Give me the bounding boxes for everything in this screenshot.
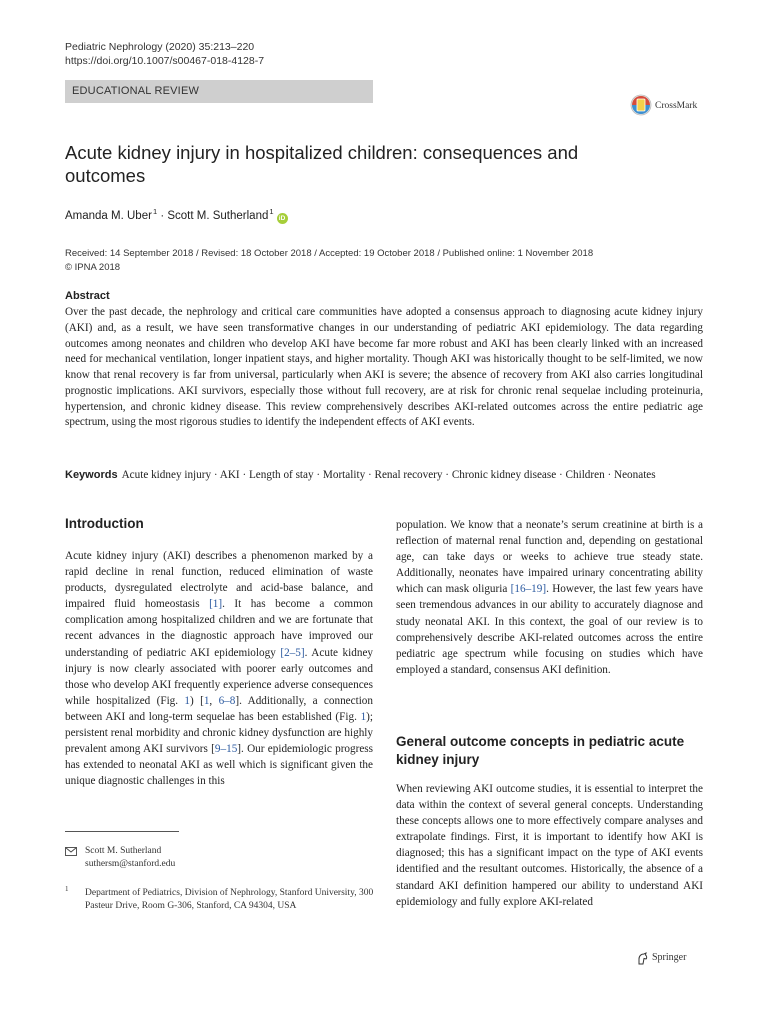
corresponding-author-name: Scott M. Sutherland — [85, 846, 162, 856]
figure-link[interactable]: 1 — [360, 710, 367, 723]
introduction-paragraph: Acute kidney injury (AKI) describes a phenomenon marked by a rapid decline in renal function, reduced elimination of waste products, dysregulated electrolyte and acid-base balance, and impaired fluid homeostasis [1]. It has become a common complication among hospitalized children and we are fortunate that recent advances in the diagnostic approach have improved our understanding of pediatric AKI epidemiology [2–5]. Acute kidney injury is now clearly associated with poorer early outcomes and those who develop AKI frequently experience adverse consequences while hospitalized (Fig. 1) [1, 6–8]. Additionally, a connection between AKI and long-term sequelae has been established (Fig. 1); persistent renal morbidity and chronic kidney dysfunction are highly prevalent among AKI survivors [9–15]. Our epidemiologic progress has extended to neonatal AKI as well which is significant given the unique diagnostic challenges in this — [65, 550, 374, 788]
citation-link[interactable]: 6–8 — [218, 694, 236, 707]
keywords — [65, 469, 715, 481]
article-category-banner: EDUCATIONAL REVIEW — [65, 80, 373, 103]
figure-link[interactable]: 1 — [184, 694, 191, 707]
affiliation-marker: 1 — [269, 207, 274, 216]
author-list — [65, 207, 288, 224]
general-outcomes-paragraph: When reviewing AKI outcome studies, it is essential to interpret the data within the context of several general concepts. Understanding these concepts allows one to more effectively compare analyses and extrapolate findings. First, it is important to identify how AKI is diagnosed; this has a significant impact on the type of AKI events identified and the resultant outcomes. Historically, the absence of a standard AKI definition hampered our ability to understand AKI epidemiology and fully explore AKI-related — [396, 783, 703, 908]
journal-citation: Pediatric Nephrology (2020) 35:213–220 — [65, 41, 255, 53]
citation-link[interactable]: 9–15 — [214, 743, 238, 756]
citation-link[interactable]: [16–19] — [510, 583, 547, 596]
author-name[interactable]: Scott M. Sutherland — [167, 210, 269, 222]
orcid-icon[interactable]: iD — [277, 213, 288, 224]
section-heading-introduction: Introduction — [65, 516, 144, 531]
article-title: Acute kidney injury in hospitalized children: consequences and outcomes — [65, 142, 579, 186]
citation-link[interactable]: 1 — [203, 694, 210, 707]
copyright-notice: © IPNA 2018 — [65, 262, 121, 273]
affiliation-number: 1 — [65, 885, 69, 893]
introduction-paragraph-continued: population. We know that a neonate’s serum creatinine at birth is a reflection of maternal renal function and, depending on gestational age, can take days or weeks to achieve true steady state. Additionally, neonates have impaired urinary concentrating ability which can mask oliguria [16–19]. However, the last few years have seen tremendous advances in our ability to accurately diagnose and study neonatal AKI. In this context, the goal of our review is to comprehensively describe AKI-related outcomes across the entire pediatric age spectrum while focusing on studies which have employed a standard, consensus AKI definition. — [396, 519, 703, 676]
keywords-label: Keywords — [65, 469, 118, 481]
crossmark-label: CrossMark — [655, 101, 698, 111]
publication-dates: Received: 14 September 2018 / Revised: 18 October 2018 / Accepted: 19 October 2018 / Published online: 1 November 2018 — [65, 248, 594, 259]
keywords-list: Acute kidney injury · AKI · Length of stay · Mortality · Renal recovery · Chronic kidney disease · Children · Neonates — [121, 469, 656, 481]
springer-horse-icon — [636, 952, 649, 965]
corresponding-author-email[interactable]: suthersm@stanford.edu — [85, 859, 176, 869]
publisher-name: Springer — [652, 952, 687, 963]
affiliation-marker: 1 — [152, 207, 158, 216]
author-name[interactable]: Amanda M. Uber — [65, 210, 152, 222]
author-separator: · — [160, 210, 165, 222]
section-heading-general-outcomes: General outcome concepts in pediatric acute kidney injury — [396, 734, 685, 767]
affiliation-text: Department of Pediatrics, Division of Nephrology, Stanford University, 300 Pasteur Drive, Room G-306, Stanford, CA 94304, USA — [85, 888, 374, 911]
abstract-heading: Abstract — [65, 290, 110, 302]
citation-link[interactable]: [1] — [209, 598, 223, 611]
abstract-text: Over the past decade, the nephrology and critical care communities have adopted a consensus approach to diagnosing acute kidney injury (AKI) and, as a result, we have seen transformative changes in our understanding of pediatric AKI epidemiology. The data regarding outcomes among neonates and children who develop AKI have become far more robust and AKI has been clearly linked with an increased need for mechanical ventilation, longer inpatient stays, and higher mortality. Though AKI was historically thought to be self-limited, we now know that renal recovery is far from universal, particularly when AKI is severe; the absence of recovery from AKI also carries longitudinal prognostic implications. AKI survivors, especially those without full recovery, are at risk for chronic renal sequelae including proteinuria, hypertension, and chronic kidney disease. This review comprehensively describes AKI-related outcomes across the entire pediatric age spectrum, using the most rigorous studies to identify the independent effects of AKI events. — [65, 306, 703, 429]
citation-link[interactable]: [2–5] — [280, 646, 305, 659]
doi-link[interactable]: https://doi.org/10.1007/s00467-018-4128-7 — [65, 55, 265, 67]
crossmark-icon — [630, 94, 652, 116]
footnote-divider — [65, 831, 179, 832]
envelope-icon — [65, 847, 77, 856]
crossmark-badge[interactable] — [630, 92, 706, 120]
